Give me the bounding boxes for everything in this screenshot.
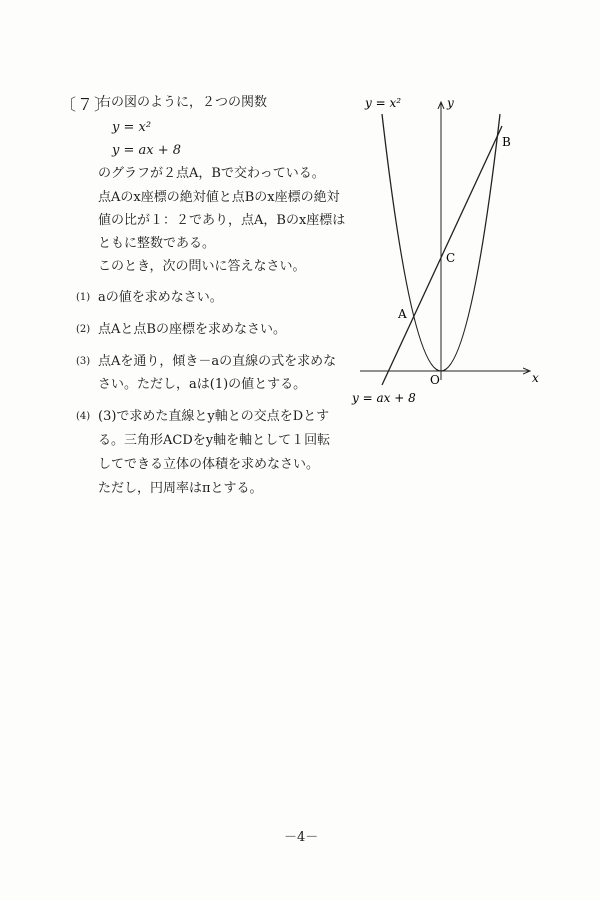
question-text: る。三角形ACDをy軸を軸として１回転 <box>98 433 331 448</box>
line-curve <box>382 126 502 385</box>
point-a-label: A <box>398 307 407 321</box>
problem-line: 値の比が１：２であり，点A，Bのx座標は <box>98 213 346 228</box>
question-text: (3)で求めた直線とy軸との交点をDとす <box>98 409 330 424</box>
equation-parabola: y = x² <box>112 120 152 135</box>
problem-line: 点Aのx座標の絶対値と点Bのx座標の絶対 <box>98 190 340 205</box>
question-number: (1) <box>76 292 91 303</box>
x-axis-label: x <box>532 371 539 385</box>
point-c-label: C <box>446 251 456 265</box>
origin-label: O <box>430 373 440 387</box>
graph-figure <box>330 80 560 420</box>
point-b-label: B <box>502 135 511 149</box>
question-text: 点Aと点Bの座標を求めなさい。 <box>98 322 286 337</box>
question-text: ただし，円周率はπとする。 <box>98 481 263 496</box>
question-text: さい。ただし，aは(1)の値とする。 <box>98 377 307 392</box>
parabola-label: y = x² <box>365 96 402 110</box>
line-label: y = ax + 8 <box>352 391 416 405</box>
question-text: 点Aを通り，傾き－aの直線の式を求めな <box>98 354 337 369</box>
question-number: (4) <box>76 411 91 422</box>
problem-line: このとき，次の問いに答えなさい。 <box>98 259 306 274</box>
question-number: (3) <box>76 356 91 367</box>
equation-line: y = ax + 8 <box>112 143 182 158</box>
problem-number: 〔７〕 <box>60 95 112 114</box>
y-axis-label: y <box>447 96 454 110</box>
problem-line: のグラフが２点A，Bで交わっている。 <box>98 166 325 181</box>
question-text: してできる立体の体積を求めなさい。 <box>98 457 320 472</box>
page-number: －4－ <box>284 830 319 845</box>
problem-line: ともに整数である。 <box>98 236 216 251</box>
question-number: (2) <box>76 324 91 335</box>
problem-intro: 右の図のように，２つの関数 <box>98 95 268 110</box>
question-text: aの値を求めなさい。 <box>98 290 223 305</box>
